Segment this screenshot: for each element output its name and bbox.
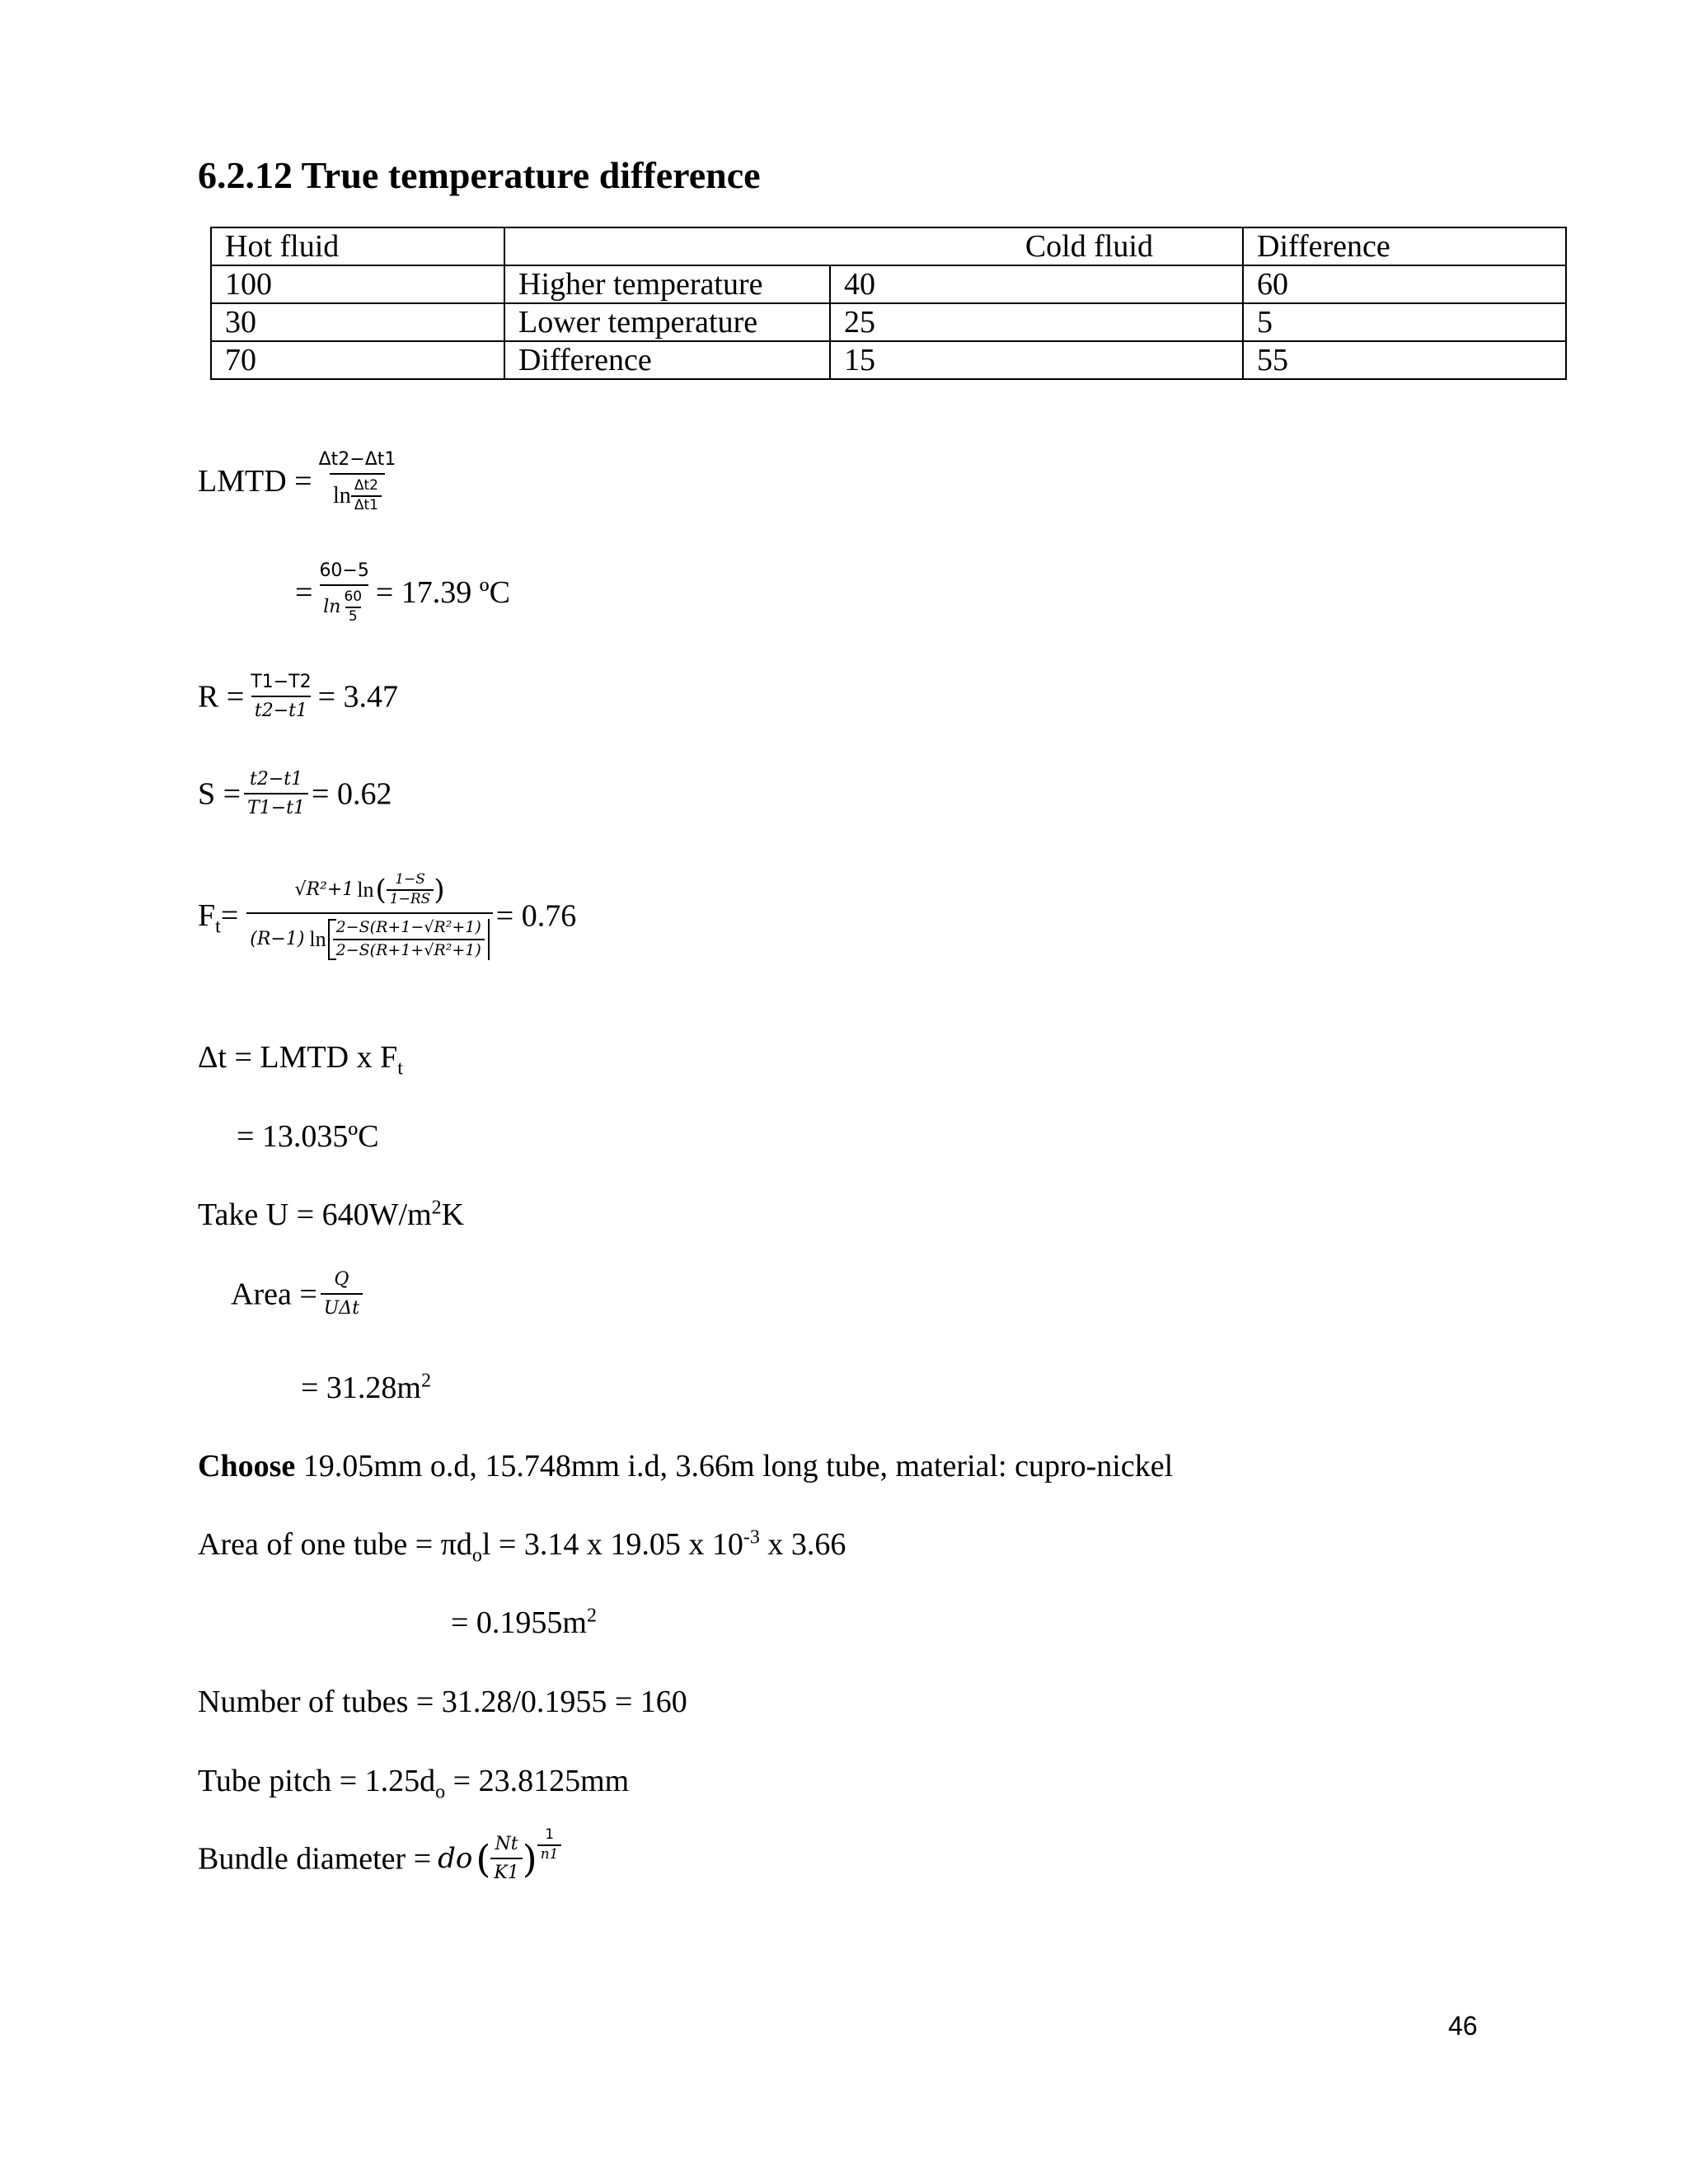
dt-text: Δt = LMTD x F (198, 1040, 398, 1075)
bundle-fraction (490, 1834, 522, 1884)
table-row (211, 341, 1566, 379)
paren-close: ) (434, 873, 445, 907)
frac-den: n1 (537, 1844, 562, 1863)
lmtd-substitution (295, 560, 510, 625)
ft-label-sub: t (215, 916, 221, 938)
frac-den: 1−RS (387, 889, 434, 908)
bracket (328, 919, 490, 960)
table-cell: 5 (1243, 303, 1566, 341)
frac-num: T1−T2 (251, 672, 312, 692)
tube-area-result (451, 1607, 597, 1638)
number-of-tubes: Number of tubes = 31.28/0.1955 = 160 (198, 1685, 687, 1719)
temperature-table (210, 227, 1567, 380)
frac-den: 5 (345, 607, 361, 626)
tube-area-sup: -3 (743, 1526, 760, 1549)
table-cell (830, 227, 1243, 265)
tube-area-text1: Area of one tube = πd (198, 1527, 472, 1562)
frac-num: 1 (545, 1826, 555, 1843)
frac-num: Nt (495, 1834, 518, 1854)
ln-fraction (340, 589, 365, 625)
frac-den: K1 (490, 1858, 522, 1883)
ft-fraction (246, 872, 493, 960)
frac-den: T1−t1 (244, 793, 308, 818)
table-cell: 25 (830, 303, 1243, 341)
paren-close: ) (522, 1836, 537, 1882)
cold-fluid-header: Cold fluid (1025, 229, 1153, 264)
ln-fraction (351, 478, 382, 513)
ln-text: ln (323, 597, 341, 618)
table-row (211, 265, 1566, 303)
bundle-label: Bundle diameter = (198, 1841, 432, 1877)
lmtd-sub-fraction (316, 560, 372, 625)
ft-label-text: F (198, 898, 216, 934)
u-tail: K (441, 1197, 465, 1232)
table-header-row (211, 227, 1566, 265)
table-cell (504, 227, 830, 265)
r-equation (198, 672, 398, 722)
area-label: Area = (231, 1277, 317, 1312)
ln-text: ln (309, 926, 326, 951)
tube-area-result-text: = 0.1955m (451, 1605, 587, 1640)
frac-num: 1−S (395, 871, 425, 888)
equals-sign: = (295, 575, 313, 611)
r-result: = 3.47 (317, 679, 399, 715)
lmtd-numerator: Δt2−Δt1 (318, 449, 396, 470)
lmtd-equation (198, 449, 399, 513)
bundle-do: do (438, 1842, 473, 1876)
tube-area-result-sup: 2 (587, 1605, 597, 1627)
area-result-sup: 2 (421, 1370, 431, 1392)
tube-area-text2: l = 3.14 x 19.05 x 10 (481, 1527, 743, 1562)
table-cell: Lower temperature (504, 303, 830, 341)
ft-denominator (246, 912, 493, 960)
table-row (211, 303, 1566, 341)
frac-num: Q (334, 1269, 349, 1290)
dt-equation (198, 1040, 403, 1080)
table-cell: 70 (211, 341, 504, 379)
table-cell: 40 (830, 265, 1243, 303)
s-fraction (244, 769, 308, 819)
lmtd-fraction (316, 449, 400, 513)
frac-num: Δt2 (354, 477, 378, 494)
frac-den: UΔt (321, 1293, 363, 1319)
table-cell: 15 (830, 341, 1243, 379)
table-cell: 60 (1243, 265, 1566, 303)
r-fraction (247, 672, 314, 722)
frac-den (320, 584, 368, 625)
table-cell: Hot fluid (211, 227, 504, 265)
r-label: R = (198, 679, 245, 715)
s-result: = 0.62 (312, 776, 392, 812)
s-equation (198, 769, 392, 819)
paren-open: ( (375, 873, 387, 907)
bundle-exponent (537, 1827, 562, 1863)
dt-sub: t (397, 1057, 403, 1080)
area-result-text: = 31.28m (301, 1371, 421, 1405)
ln-text: ln (333, 482, 351, 509)
ln-fraction (333, 919, 485, 960)
tube-pitch (198, 1764, 630, 1803)
paren-open: ( (476, 1836, 491, 1882)
ln-fraction (387, 872, 434, 907)
table-cell: 55 (1243, 341, 1566, 379)
sqrt-term: √R²+1 (294, 879, 354, 900)
choose-line (198, 1451, 1173, 1482)
frac-num: 2−S(R+1−√R²+1) (335, 918, 481, 937)
coef-term: (R−1) (250, 929, 305, 950)
frac-den: 2−S(R+1+√R²+1) (333, 939, 485, 960)
area-fraction (321, 1269, 363, 1319)
table-cell: Difference (1243, 227, 1566, 265)
choose-text: 19.05mm o.d, 15.748mm i.d, 3.66m long tube, material: cupro-nickel (295, 1449, 1174, 1483)
lmtd-label: LMTD = (198, 464, 312, 499)
page-number: 46 (1448, 2011, 1478, 2041)
area-result (301, 1372, 431, 1404)
tube-area-line (198, 1526, 846, 1567)
ft-equation (198, 872, 576, 960)
frac-den: t2−t1 (251, 696, 311, 721)
table-cell: Difference (504, 341, 830, 379)
tube-area-sub: o (471, 1544, 482, 1567)
ft-label (198, 898, 239, 938)
table-cell: 30 (211, 303, 504, 341)
dt-result: = 13.035ºC (237, 1119, 379, 1154)
tube-area-text3: x 3.66 (759, 1527, 846, 1562)
ln-text: ln (357, 877, 374, 902)
area-equation (231, 1269, 363, 1319)
equals-sign: = (220, 898, 239, 934)
frac-den: Δt1 (351, 495, 382, 514)
lmtd-result: = 17.39 ºC (375, 575, 510, 611)
u-sup: 2 (431, 1197, 442, 1219)
lmtd-denominator (330, 473, 385, 513)
frac-num: 60 (344, 588, 363, 606)
table-cell: Higher temperature (504, 265, 830, 303)
u-text: Take U = 640W/m (198, 1197, 432, 1232)
section-title: 6.2.12 True temperature difference (198, 154, 761, 196)
pitch-text1: Tube pitch = 1.25d (198, 1764, 436, 1798)
pitch-text2: = 23.8125mm (445, 1764, 630, 1798)
frac-num: t2−t1 (250, 769, 303, 790)
u-value (198, 1199, 464, 1230)
frac-num: 60−5 (319, 560, 369, 581)
ft-numerator (270, 872, 469, 912)
bundle-equation (198, 1826, 561, 1884)
table-cell: 100 (211, 265, 504, 303)
ft-result: = 0.76 (495, 898, 577, 934)
s-label: S = (198, 776, 241, 812)
pitch-sub: o (435, 1781, 446, 1803)
choose-bold: Choose (198, 1449, 296, 1483)
